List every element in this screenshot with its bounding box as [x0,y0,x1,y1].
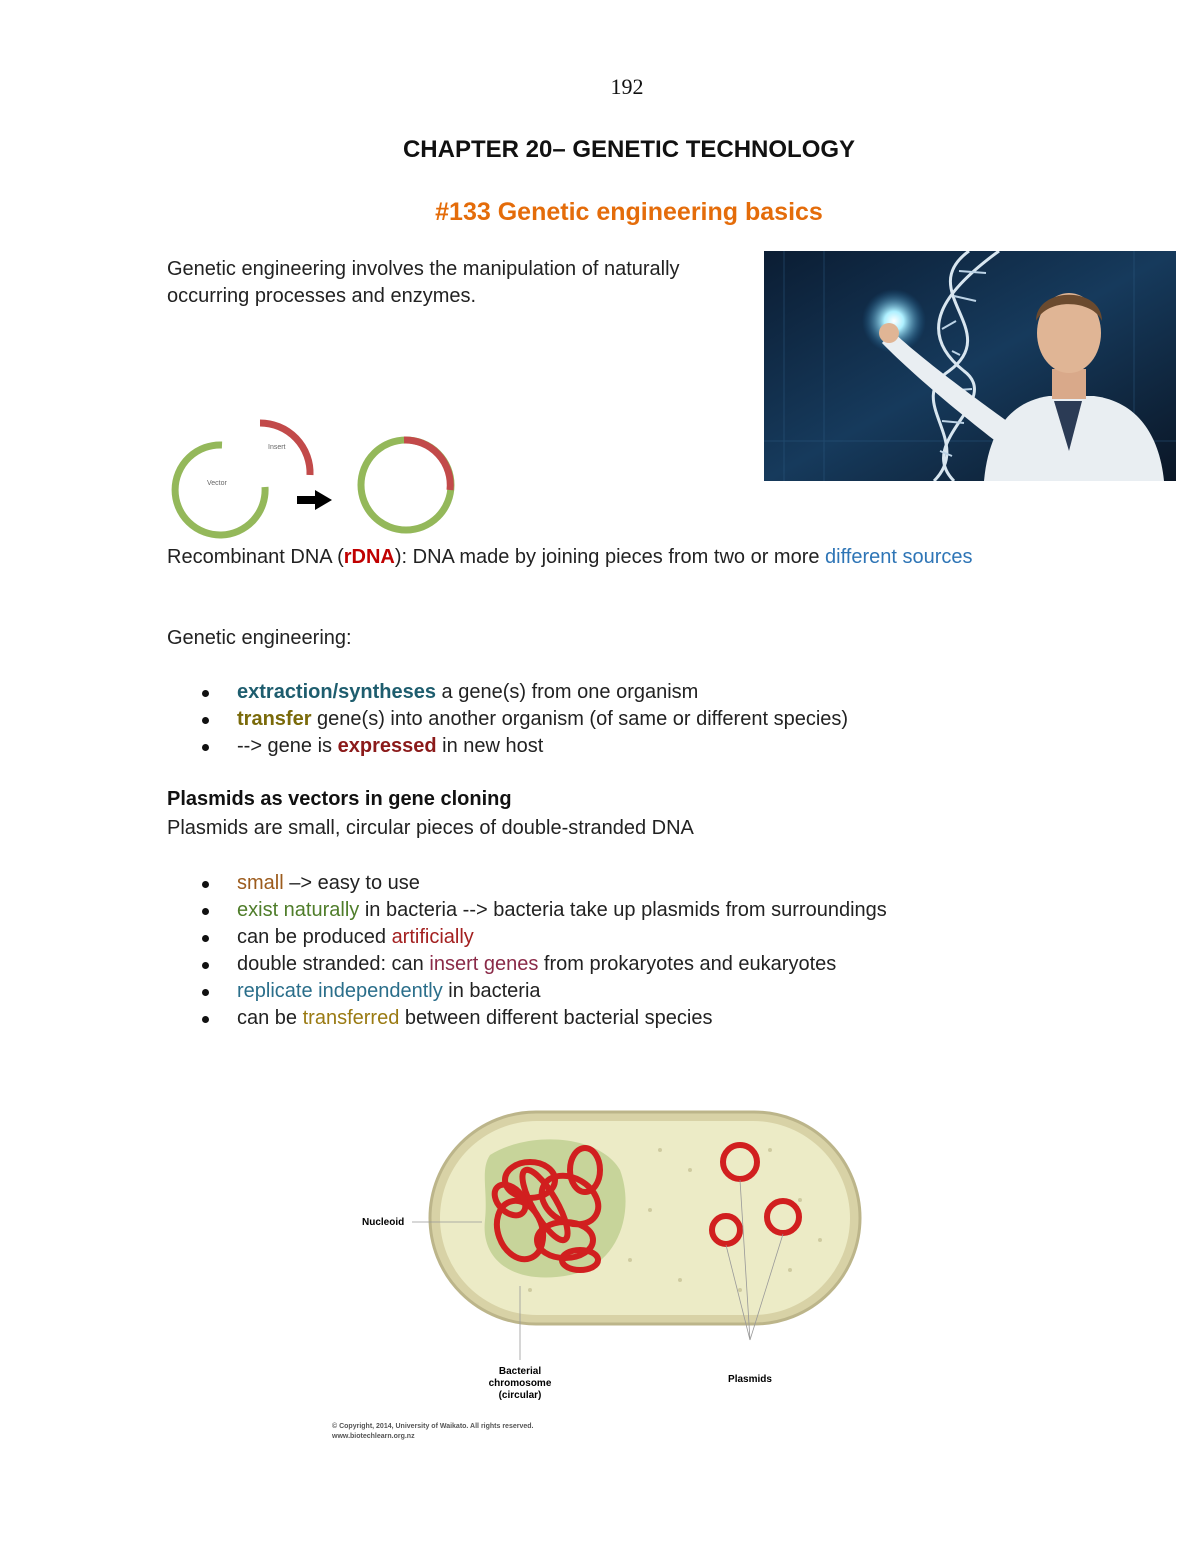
arrow-right-icon [297,490,332,510]
insert-label: Insert [268,444,286,451]
section-title: #133 Genetic engineering basics [435,198,823,226]
genetic-engineering-list [167,679,848,760]
list-item: exist naturally in bacteria --> bacteria take up plasmids from surroundings [167,897,887,924]
list-item: extraction/syntheses a gene(s) from one organism [167,679,848,706]
nucleoid-label: Nucleoid [362,1217,405,1228]
copyright-line1: © Copyright, 2014, University of Waikato. All rights reserved. [332,1423,534,1430]
plasmids-heading: Plasmids as vectors in gene cloning [167,788,512,810]
scientist-dna-photo [764,251,1176,481]
plasmid-properties-list [167,870,887,1032]
list-item: replicate independently in bacteria [167,978,887,1005]
list-item: small –> easy to use [167,870,887,897]
list-item: --> gene is expressed in new host [167,733,848,760]
vector-label: Vector [207,480,227,487]
list-item: can be transferred between different bacterial species [167,1005,887,1032]
plasmid-insert-diagram [160,405,470,540]
plasmids-subtext: Plasmids are small, circular pieces of double-stranded DNA [167,817,694,839]
bacterial-cell-diagram [330,1090,870,1450]
intro-paragraph: Genetic engineering involves the manipulation of naturally occurring processes and enzymes. [167,258,680,307]
page-number: 192 [610,74,644,99]
chapter-title: CHAPTER 20– GENETIC TECHNOLOGY [402,136,856,163]
rdna-highlight: different sources [825,546,973,568]
copyright-line2: www.biotechlearn.org.nz [332,1433,415,1440]
list-item: can be produced artificially [167,924,887,951]
chromosome-label-line3: (circular) [498,1390,542,1401]
chromosome-label-line1: Bacterial [498,1366,542,1377]
rdna-abbr: rDNA [343,546,395,568]
list-item: double stranded: can insert genes from prokaryotes and eukaryotes [167,951,887,978]
rdna-definition: Recombinant DNA (rDNA): DNA made by joining pieces from two or more different sources [167,546,973,568]
plasmids-label: Plasmids [728,1374,772,1385]
list-item: transfer gene(s) into another organism (of same or different species) [167,706,848,733]
genetic-engineering-label: Genetic engineering: [167,627,352,649]
chromosome-label-line2: chromosome [488,1378,552,1389]
